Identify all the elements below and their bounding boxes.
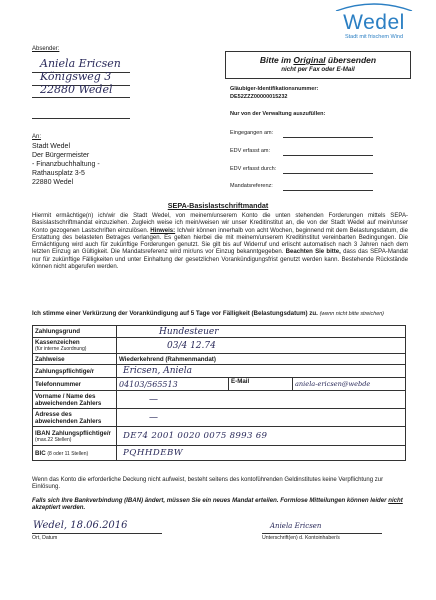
purpose-value: Hundesteuer [159, 326, 219, 337]
email-field[interactable] [293, 378, 406, 391]
table-row [33, 378, 406, 391]
iban-field[interactable] [117, 427, 406, 446]
bic-field[interactable] [117, 446, 406, 461]
recipient-line-1: Stadt Wedel [32, 143, 71, 150]
recipient-line-2: Der Bürgermeister [32, 152, 90, 159]
purpose-field[interactable] [117, 326, 406, 338]
logo-wordmark: Wedel [343, 11, 405, 34]
alt-payer-name-field[interactable] [117, 391, 406, 409]
edv-entered-field[interactable] [283, 155, 373, 156]
table-row [33, 354, 406, 365]
phone-value: 04103/565513 [119, 379, 178, 389]
iban-label: IBAN Zahlungspflichtige/r (max.22 Stellen) [33, 427, 117, 446]
wave-icon [326, 2, 422, 11]
table-row [33, 326, 406, 338]
recipient-line-4: Rathausplatz 3-5 [32, 170, 85, 177]
payer-field[interactable] [117, 365, 406, 378]
payer-label: Zahlungspflichtige/r [33, 365, 117, 378]
case-number-value: 03/4 12.74 [167, 340, 216, 351]
alt-payer-address-label: Adresse des abweichenden Zahlers [33, 409, 117, 427]
original-notice-sub: nicht per Fax oder E-Mail [281, 66, 355, 73]
alt-payer-name-value: — [149, 394, 158, 405]
bic-label: BIC (8 oder 11 Stellen) [33, 446, 117, 461]
mandate-text: Hiermit ermächtige(n) ich/wir die Stadt Wedel, von meinem/unserem Konto die unten stehenden Forderungen mittels SEPA-Basislastschriftmandat einzuziehen. Zugleich weise ich mein/weisen wir unser Kreditinstitut an, die von der Stadt Wedel auf mein/unser Konto gezogenen Lastschriften einzulösen. Hinweis: Ich/wir können innerhalb von acht Wochen, beginnend mit dem Belastungsdatum, die Erstattung des belasteten Betrages verlangen. Es gelten hierbei die mit meinem/unserem Kreditinstitut vereinbarten Bedingungen. Die Ermächtigung wird auch für zukünftige Forderungen genutzt. Sie gilt bis auf Widerruf und erlischt automatisch nach 3 Jahren nach dem letzten Einzug an Gültigkeit. Die Mandatsreferenz wird mir/uns vor Einzug bekanntgegeben. Beachten Sie bitte, dass das SEPA-Mandat nur für zukünftige Fälligkeiten und unter Einhaltung der gesetzlichen Vorankündigungsfrist genutzt werden kann. Bestehende Rückstände können nicht abgerufen werden. [32, 213, 408, 271]
email-value: aniela-ericsen@webde [295, 380, 371, 388]
phone-label: Telefonnummer [33, 378, 117, 391]
place-date-line [32, 533, 162, 534]
table-row [33, 446, 406, 461]
original-notice-box [225, 51, 411, 79]
sender-city[interactable]: 22880 Wedel [40, 83, 113, 96]
form-title: SEPA-Basislastschriftmandat [167, 201, 269, 210]
case-number-field[interactable] [117, 338, 406, 354]
sender-label: Absender: [32, 46, 60, 52]
mandate-reference-label: Mandatsreferenz: [230, 183, 273, 189]
alt-payer-address-field[interactable] [117, 409, 406, 427]
payment-mode-label: Zahlweise [33, 354, 117, 365]
signature-line [262, 533, 382, 534]
creditor-id-label: Gläubiger-Identifikationsnummer: [230, 86, 319, 92]
phone-field[interactable] [117, 378, 229, 391]
wedel-logo [326, 2, 422, 40]
recipient-line-3: - Finanzbuchhaltung - [32, 161, 100, 168]
bic-value: PQHHDEBW [123, 448, 184, 458]
coverage-note: Wenn das Konto die erforderliche Deckung nicht aufweist, besteht seitens des kontoführenden Geldinstitutes keine Verpflichtung zur Einlösung. [32, 477, 384, 491]
recipient-line-5: 22880 Wedel [32, 179, 74, 186]
place-date-label: Ort, Datum [32, 535, 58, 541]
logo-tagline: Stadt mit frischem Wind [344, 34, 404, 40]
place-date-value[interactable]: Wedel, 18.06.2016 [33, 520, 128, 531]
edv-entered-label: EDV erfasst am: [230, 148, 271, 154]
short-notice-consent: Ich stimme einer Verkürzung der Vorankündigung auf 5 Tage vor Fälligkeit (Belastungsdatum) zu. (wenn nicht bitte streichen) [32, 310, 384, 317]
sender-line-4 [32, 118, 130, 119]
payer-value: Ericsen, Aniela [123, 366, 192, 376]
edv-entered-by-label: EDV erfasst durch: [230, 166, 277, 172]
original-notice-title: Bitte im Original übersenden [259, 55, 377, 65]
signature-label: Unterschrift(en) d. Kontoinhaber/s [262, 535, 340, 541]
creditor-id-value: DE52ZZZ00000015232 [230, 94, 288, 100]
iban-value: DE74 2001 0020 0075 8993 69 [123, 431, 268, 441]
sender-name[interactable]: Aniela Ericsen [40, 57, 121, 70]
mandate-reference-field[interactable] [283, 190, 373, 191]
alt-payer-name-label: Vorname / Name des abweichenden Zahlers [33, 391, 117, 409]
received-on-label: Eingegangen am: [230, 130, 274, 136]
table-row [33, 391, 406, 409]
received-on-field[interactable] [283, 137, 373, 138]
alt-payer-address-value: — [149, 412, 158, 423]
table-row [33, 365, 406, 378]
recipient-label: An: [32, 134, 42, 140]
table-row [33, 338, 406, 354]
sender-street[interactable]: Königsweg 3 [40, 70, 112, 83]
table-row [33, 409, 406, 427]
sender-line-3 [32, 97, 130, 98]
case-number-label: Kassenzeichen (für interne Zuordnung) [33, 338, 117, 354]
table-row [33, 427, 406, 446]
signature-value[interactable]: Aniela Ericsen [270, 522, 322, 530]
admin-heading: Nur von der Verwaltung auszufüllen: [230, 111, 326, 117]
purpose-label: Zahlungsgrund [33, 326, 117, 338]
bank-change-note: Falls sich Ihre Bankverbindung (IBAN) ändert, müssen Sie ein neues Mandat erteilen. Formlose Mitteilungen können leider nicht akzeptiert werden. [32, 497, 403, 512]
payment-mode-value: Wiederkehrend (Rahmenmandat) [117, 354, 406, 365]
email-label: E-Mail [229, 378, 293, 391]
payer-data-table [32, 325, 406, 461]
edv-entered-by-field[interactable] [283, 173, 373, 174]
